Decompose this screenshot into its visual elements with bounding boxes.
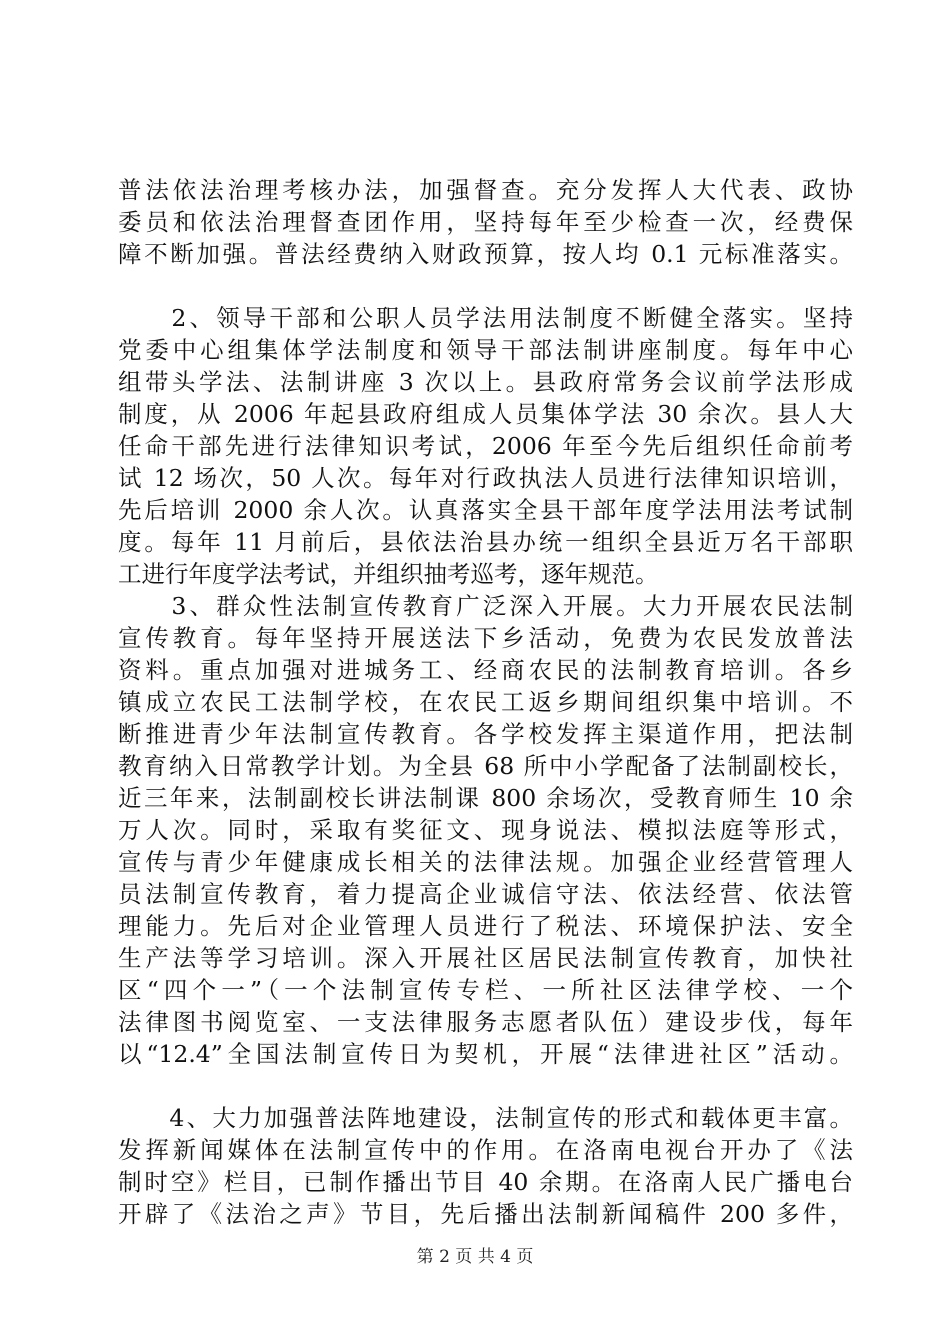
text-line: 区“四个一”（一个法制宣传专栏、一所社区法律学校、一个 bbox=[118, 976, 853, 1004]
text-line: 员法制宣传教育，着力提高企业诚信守法、依法经营、依法管 bbox=[118, 880, 853, 908]
text-line: 资料。重点加强对进城务工、经商农民的法制教育培训。各乡 bbox=[118, 656, 853, 684]
text-line: 开辟了《法治之声》节目，先后播出法制新闻稿件 200 多件， bbox=[118, 1200, 853, 1228]
text-line: 试 12 场次，50 人次。每年对行政执法人员进行法律知识培训， bbox=[118, 464, 853, 492]
document-body bbox=[118, 174, 853, 1230]
text-line: 党委中心组集体学法制度和领导干部法制讲座制度。每年中心 bbox=[118, 336, 853, 364]
text-line: 生产法等学习培训。深入开展社区居民法制宣传教育，加快社 bbox=[118, 944, 853, 972]
text-line: 4、大力加强普法阵地建设，法制宣传的形式和载体更丰富。 bbox=[118, 1104, 853, 1132]
text-line: 障不断加强。普法经费纳入财政预算，按人均 0.1 元标准落实。 bbox=[118, 240, 853, 268]
text-line: 法律图书阅览室、一支法律服务志愿者队伍）建设步伐，每年 bbox=[118, 1008, 853, 1036]
text-line: 委员和依法治理督查团作用，坚持每年至少检查一次，经费保 bbox=[118, 208, 853, 236]
text-line: 宣传教育。每年坚持开展送法下乡活动，免费为农民发放普法 bbox=[118, 624, 853, 652]
text-line: 宣传与青少年健康成长相关的法律法规。加强企业经营管理人 bbox=[118, 848, 853, 876]
text-line: 发挥新闻媒体在法制宣传中的作用。在洛南电视台开办了《法 bbox=[118, 1136, 853, 1164]
text-line: 普法依法治理考核办法，加强督查。充分发挥人大代表、政协 bbox=[118, 176, 853, 204]
text-line: 理能力。先后对企业管理人员进行了税法、环境保护法、安全 bbox=[118, 912, 853, 940]
page-footer bbox=[0, 1246, 950, 1268]
text-line: 教育纳入日常教学计划。为全县 68 所中小学配备了法制副校长， bbox=[118, 752, 853, 780]
text-line: 镇成立农民工法制学校，在农民工返乡期间组织集中培训。不 bbox=[118, 688, 853, 716]
text-line: 制时空》栏目，已制作播出节目 40 余期。在洛南人民广播电台 bbox=[118, 1168, 853, 1196]
paragraph-gap bbox=[118, 1070, 853, 1102]
text-line: 度。每年 11 月前后，县依法治县办统一组织全县近万名干部职 bbox=[118, 528, 853, 556]
text-line: 任命干部先进行法律知识考试，2006 年至今先后组织任命前考 bbox=[118, 432, 853, 460]
text-line: 3、群众性法制宣传教育广泛深入开展。大力开展农民法制 bbox=[118, 592, 853, 620]
text-line: 工进行年度学法考试，并组织抽考巡考，逐年规范。 bbox=[118, 560, 659, 588]
text-line: 以“12.4”全国法制宣传日为契机，开展“法律进社区”活动。 bbox=[118, 1040, 853, 1068]
text-line: 2、领导干部和公职人员学法用法制度不断健全落实。坚持 bbox=[118, 304, 853, 332]
text-line: 制度，从 2006 年起县政府组成人员集体学法 30 余次。县人大 bbox=[118, 400, 853, 428]
text-line: 万人次。同时，采取有奖征文、现身说法、模拟法庭等形式， bbox=[118, 816, 853, 844]
paragraph-gap bbox=[118, 270, 853, 302]
text-line: 组带头学法、法制讲座 3 次以上。县政府常务会议前学法形成 bbox=[118, 368, 853, 396]
text-line: 先后培训 2000 余人次。认真落实全县干部年度学法用法考试制 bbox=[118, 496, 853, 524]
text-line: 断推进青少年法制宣传教育。各学校发挥主渠道作用，把法制 bbox=[118, 720, 853, 748]
text-line: 近三年来，法制副校长讲法制课 800 余场次，受教育师生 10 余 bbox=[118, 784, 853, 812]
page-number-label: 第 2 页 共 4 页 bbox=[416, 1247, 534, 1267]
